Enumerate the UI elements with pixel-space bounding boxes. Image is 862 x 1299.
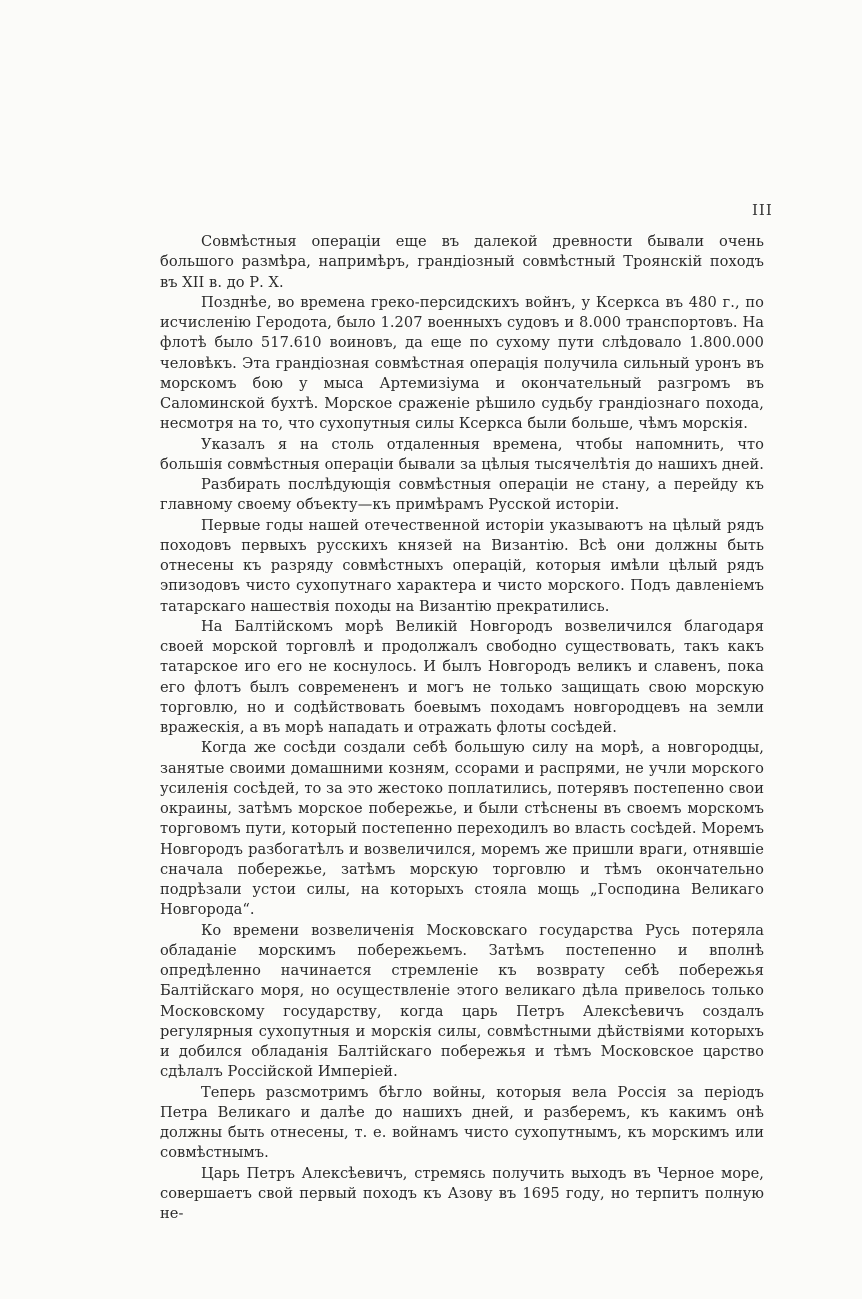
paragraph-4: Разбирать послѣдующія совмѣстныя операціи не стану, а перейду къ главному своему объекту—къ примѣрамъ Русской исторіи. [160, 476, 764, 514]
paragraph-9: Теперь разсмотримъ бѣгло войны, которыя вела Россія за періодъ Петра Великаго и далѣе до нашихъ дней, и разберемъ, къ какимъ онѣ должны быть отнесены, т. е. войнамъ чисто сухопутнымъ, къ морскимъ или совмѣстнымъ. [160, 1083, 764, 1162]
body-text [160, 232, 764, 1224]
page-number: III [752, 201, 773, 219]
paragraph-7: Когда же сосѣди создали себѣ большую силу на морѣ, а новгородцы, занятые своими домашними козням, ссорами и распрями, не учли морского усиленія сосѣдей, то за это жестоко поплатились, потерявъ постепенно свои окраины, затѣмъ морское побережье, и были стѣснены въ своемъ морскомъ торговомъ пути, который постепенно переходилъ во власть сосѣдей. Моремъ Новгородъ разбогатѣлъ и возвеличился, моремъ же пришли враги, отнявшіе сначала побережье, затѣмъ морскую торговлю и тѣмъ окончательно подрѣзали устои силы, на которыхъ стояла мощь „Господина Великаго Новгорода“. [160, 739, 764, 919]
paragraph-8: Ко времени возвеличенія Московскаго государства Русь потеряла обладаніе морскимъ побережьемъ. Затѣмъ постепенно и вполнѣ опредѣленно начинается стремленіе къ возврату себѣ побережья Балтійскаго моря, но осуществленіе этого великаго дѣла привелось только Московскому государству, когда царь Петръ Алексѣевичъ создалъ регулярныя сухопутныя и морскія силы, совмѣстными дѣйствіями которыхъ и добился обладанія Балтійскаго побережья и тѣмъ Московское царство сдѣлалъ Россійской Имперіей. [160, 921, 764, 1081]
paragraph-5: Первые годы нашей отечественной исторіи указываютъ на цѣлый рядъ походовъ первыхъ русскихъ князей на Византію. Всѣ они должны быть отнесены къ разряду совмѣстныхъ операцій, которыя имѣли цѣлый рядъ эпизодовъ чисто сухопутнаго характера и чисто морского. Подъ давленіемъ татарскаго нашествія походы на Византію прекратились. [160, 516, 764, 615]
paragraph-2: Позднѣе, во времена греко-персидскихъ войнъ, у Ксеркса въ 480 г., по исчисленію Геродота, было 1.207 военныхъ судовъ и 8.000 транспортовъ. На флотѣ было 517.610 воиновъ, да еще по сухому пути слѣдовало 1.800.000 человѣкъ. Эта грандіозная совмѣстная операція получила сильный уронъ въ морскомъ бою у мыса Артемизіума и окончательный разгромъ въ Саломинской бухтѣ. Морское сраженіе рѣшило судьбу грандіознаго похода, несмотря на то, что сухопутныя силы Ксеркса были больше, чѣмъ морскія. [160, 293, 764, 433]
paragraph-10: Царь Петръ Алексѣевичъ, стремясь получить выходъ въ Черное море, совершаетъ свой первый походъ къ Азову въ 1695 году, но терпитъ полную не- [160, 1164, 764, 1222]
paragraph-1: Совмѣстныя операціи еще въ далекой древности бывали очень большого размѣра, напримѣръ, грандіозный совмѣстный Троянскій походъ въ XII в. до Р. Х. [160, 233, 764, 291]
paragraph-3: Указалъ я на столь отдаленныя времена, чтобы напомнить, что большія совмѣстныя операціи бывали за цѣлыя тысячелѣтія до нашихъ дней. [160, 435, 764, 473]
paragraph-6: На Балтійскомъ морѣ Великій Новгородъ возвеличился благодаря своей морской торговлѣ и продолжалъ свободно существовать, такъ какъ татарское иго его не коснулось. И былъ Новгородъ великъ и славенъ, пока его флотъ былъ современенъ и могъ не только защищать свою морскую торговлю, но и содѣйствовать боевымъ походамъ новгородцевъ на земли вражескія, а въ морѣ нападать и отражать флоты сосѣдей. [160, 617, 764, 736]
